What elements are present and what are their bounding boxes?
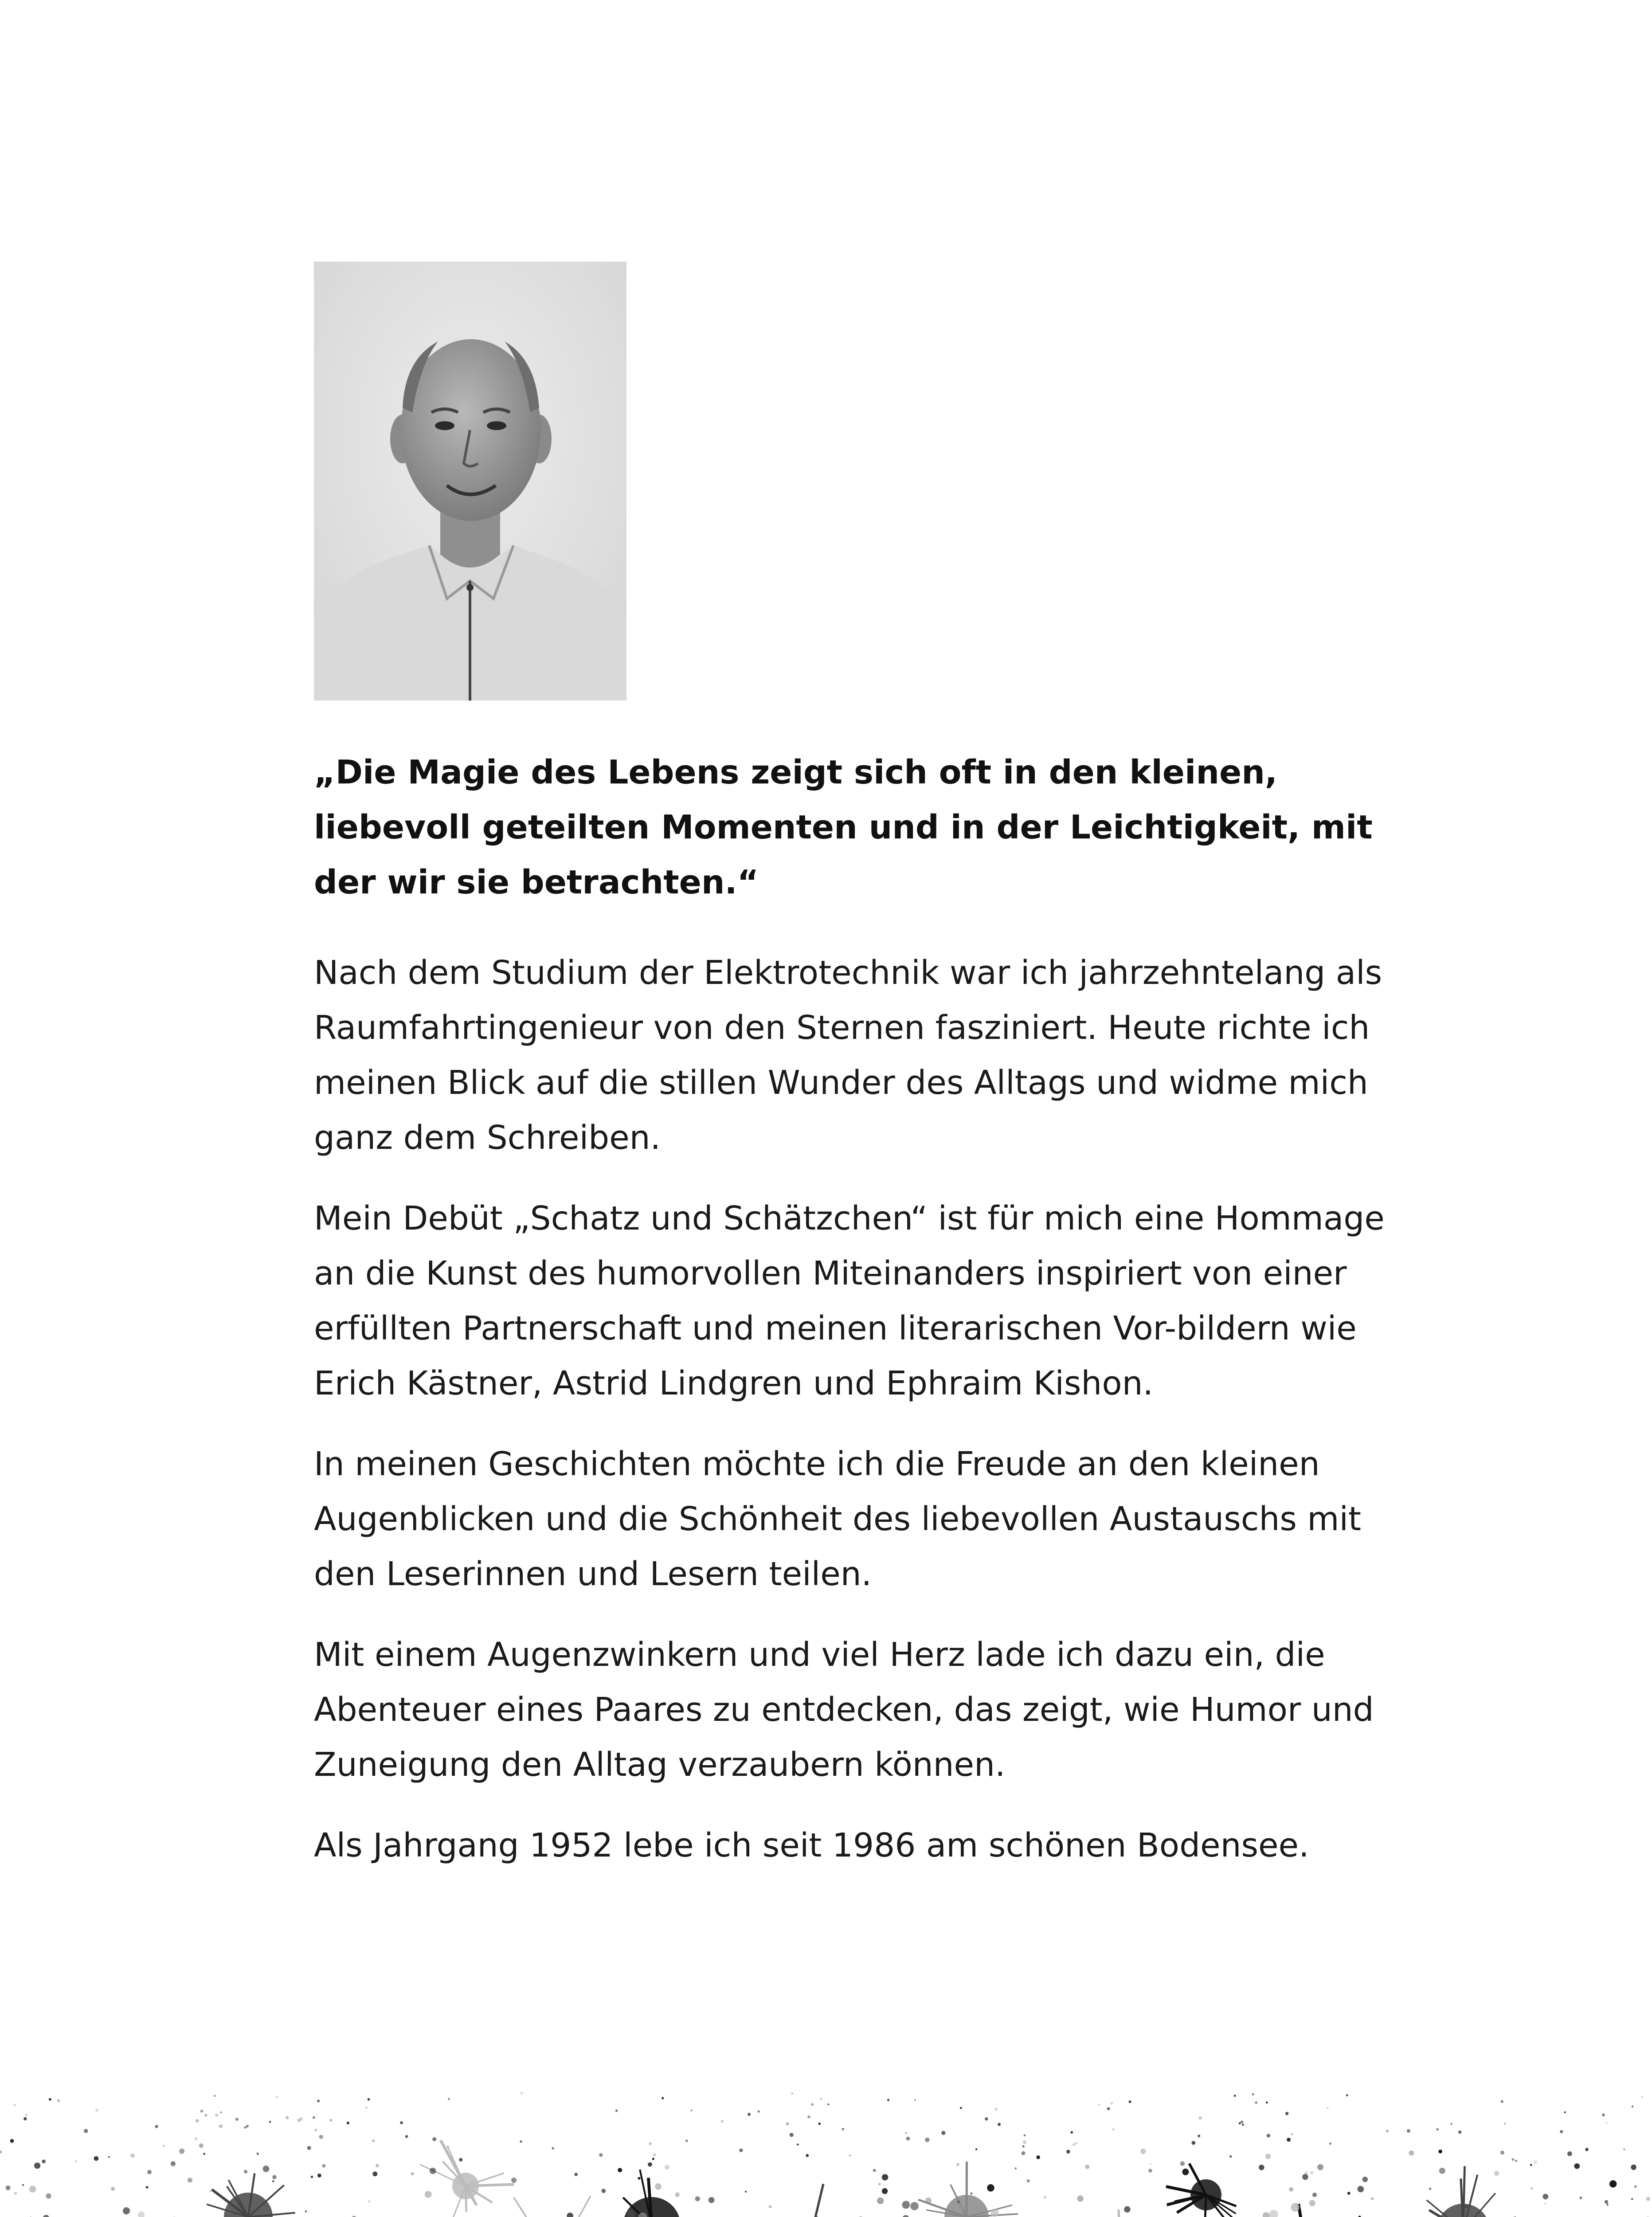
ink-droplet xyxy=(1560,2130,1563,2133)
ink-droplet xyxy=(1545,2203,1546,2205)
ink-droplet xyxy=(827,2103,829,2105)
ink-droplet xyxy=(244,2127,247,2129)
ink-droplet xyxy=(1504,2123,1506,2125)
ink-droplet xyxy=(299,2117,303,2121)
ink-droplet xyxy=(123,2207,130,2214)
ink-droplet xyxy=(1302,2174,1308,2180)
ink-droplet xyxy=(286,2116,289,2119)
ink-droplet xyxy=(368,2200,371,2203)
ink-droplet xyxy=(709,2197,715,2203)
ink-droplet xyxy=(1309,2200,1315,2206)
ink-droplet xyxy=(599,2153,603,2157)
ink-droplet xyxy=(1585,2148,1589,2151)
ink-droplet xyxy=(1289,2187,1293,2192)
ink-droplet xyxy=(1241,2121,1243,2123)
ink-droplet xyxy=(1531,2187,1533,2190)
ink-droplet xyxy=(1259,2165,1264,2170)
ink-droplet xyxy=(25,2114,27,2116)
ink-droplet xyxy=(34,2162,40,2169)
ink-droplet xyxy=(376,2164,379,2167)
ink-droplet xyxy=(1436,2128,1439,2131)
author-portrait xyxy=(314,262,626,701)
ink-droplet xyxy=(1044,2196,1046,2199)
ink-droplet xyxy=(1112,2128,1115,2131)
ink-droplet xyxy=(1606,2204,1609,2206)
ink-droplet xyxy=(520,2140,522,2143)
ink-droplet xyxy=(0,2150,2,2154)
ink-droplet xyxy=(882,2174,888,2180)
ink-droplet xyxy=(263,2166,270,2172)
ink-droplet xyxy=(1515,2160,1517,2162)
ink-droplet xyxy=(957,2201,960,2203)
ink-droplet xyxy=(806,2154,809,2157)
ink-droplet xyxy=(430,2168,436,2174)
ink-droplet xyxy=(601,2189,606,2193)
ink-droplet xyxy=(220,2111,222,2113)
ink-droplet xyxy=(873,2169,876,2172)
ink-droplet xyxy=(6,2186,11,2190)
ink-droplet xyxy=(188,2178,192,2182)
ink-droplet xyxy=(1191,2141,1195,2145)
ink-droplet xyxy=(1464,2205,1468,2209)
ink-droplet xyxy=(820,2098,822,2100)
ink-droplet xyxy=(1409,2150,1414,2156)
ink-droplet xyxy=(941,2131,945,2135)
ink-droplet xyxy=(1542,2194,1548,2200)
ink-droplet xyxy=(618,2168,622,2172)
ink-droplet xyxy=(797,2143,799,2146)
ink-droplet xyxy=(1494,2171,1499,2176)
ink-droplet xyxy=(23,2117,27,2121)
ink-droplet xyxy=(111,2187,115,2191)
ink-droplet xyxy=(882,2188,888,2194)
ink-droplet xyxy=(244,2170,247,2174)
ink-droplet xyxy=(319,2135,323,2139)
ink-droplet xyxy=(272,2175,276,2179)
ink-droplet xyxy=(432,2137,436,2141)
ink-droplet xyxy=(1605,2200,1608,2204)
ink-droplet xyxy=(1458,2131,1461,2134)
ink-droplet xyxy=(22,2184,24,2186)
ink-droplet xyxy=(1634,2185,1637,2188)
ink-droplet xyxy=(1602,2113,1605,2116)
ink-droplet xyxy=(1564,2111,1566,2114)
bio-paragraph: Nach dem Studium der Elektrotechnik war ich jahrzehntelang als Raumfahrtingenieur von den Sternen fasziniert. Heute richte ich meinen Blick auf die stillen Wunder des Alltags und widme mich ganz dem Schreiben. xyxy=(314,954,1382,1157)
ink-droplet xyxy=(615,2109,618,2112)
ink-droplet xyxy=(405,2135,408,2138)
ink-droplet xyxy=(49,2098,51,2101)
ink-droplet xyxy=(13,2103,16,2106)
ink-droplet xyxy=(914,2099,916,2101)
ink-droplet xyxy=(1036,2155,1040,2159)
ink-droplet xyxy=(311,2176,313,2178)
ink-droplet xyxy=(1022,2145,1025,2147)
ink-streak xyxy=(1119,2209,1122,2217)
ink-droplet xyxy=(204,2114,207,2117)
ink-droplet xyxy=(878,2183,881,2186)
ink-droplet xyxy=(314,2129,317,2131)
ink-droplet xyxy=(1198,2135,1200,2137)
ink-droplet xyxy=(1255,2102,1257,2104)
ink-droplet xyxy=(1438,2150,1442,2154)
ink-droplet xyxy=(1605,2122,1607,2124)
ink-droplet xyxy=(1579,2197,1582,2199)
ink-droplet xyxy=(269,2121,271,2123)
ink-droplet xyxy=(146,2186,149,2189)
ink-droplet xyxy=(1027,2179,1030,2182)
ink-droplet xyxy=(10,2139,14,2143)
ink-droplet xyxy=(1239,2122,1241,2124)
bio-paragraph: In meinen Geschichten möchte ich die Freude an den kleinen Augenblicken und die Schönheit des liebevollen Austauschs mit den Leserinnen und Lesern teilen. xyxy=(314,1445,1362,1593)
ink-droplet xyxy=(1511,2158,1514,2161)
ink-droplet xyxy=(1346,2094,1348,2096)
ink-droplet xyxy=(1234,2095,1236,2097)
ink-splatter-decoration xyxy=(0,2084,1652,2217)
ink-droplet xyxy=(130,2154,135,2158)
ink-droplet xyxy=(1501,2100,1503,2103)
ink-droplet xyxy=(329,2119,332,2122)
bio-paragraph: Als Jahrgang 1952 lebe ich seit 1986 am schönen Bodensee. xyxy=(314,1826,1309,1864)
ink-droplet xyxy=(1022,2151,1026,2155)
ink-droplet xyxy=(511,2178,517,2183)
ink-droplet xyxy=(322,2164,325,2167)
ink-droplet xyxy=(1014,2167,1017,2170)
ink-droplet xyxy=(1291,2203,1299,2211)
ink-droplet xyxy=(196,2119,199,2123)
ink-droplet xyxy=(317,2174,321,2178)
ink-streak xyxy=(466,2184,514,2186)
ink-droplet xyxy=(1371,2197,1374,2200)
ink-droplet xyxy=(1098,2103,1100,2105)
ink-droplet xyxy=(1242,2124,1244,2126)
ink-droplet xyxy=(1150,2163,1151,2165)
ink-streak xyxy=(1463,2166,1465,2217)
ink-droplet xyxy=(1623,2148,1625,2150)
author-quote: „Die Magie des Lebens zeigt sich oft in den kleinen, liebevoll geteilten Momenten und in der Leichtigkeit, mit der wir sie betrachten.“ xyxy=(314,753,1373,901)
ink-droplet xyxy=(956,2163,960,2166)
ink-droplet xyxy=(655,2183,662,2190)
ink-droplet xyxy=(94,2156,99,2161)
ink-droplet xyxy=(1386,2130,1389,2132)
ink-droplet xyxy=(695,2196,700,2201)
ink-droplet xyxy=(887,2099,889,2101)
ink-droplet xyxy=(199,2143,204,2148)
ink-droplet xyxy=(305,2210,307,2213)
ink-droplet xyxy=(195,2138,197,2140)
ink-splatter-graphic xyxy=(0,2084,1652,2217)
ink-droplet xyxy=(14,2192,17,2194)
ink-droplet xyxy=(521,2092,522,2094)
ink-droplet xyxy=(1632,2106,1633,2107)
ink-droplet xyxy=(690,2110,692,2111)
ink-droplet xyxy=(1023,2140,1026,2144)
ink-droplet xyxy=(235,2118,239,2121)
ink-droplet xyxy=(649,2142,652,2145)
ink-streak xyxy=(514,2197,554,2217)
ink-droplet xyxy=(1312,2193,1317,2197)
ink-droplet xyxy=(200,2110,204,2113)
ink-droplet xyxy=(75,2160,77,2162)
ink-droplet xyxy=(1609,2180,1617,2187)
ink-droplet xyxy=(1263,2212,1270,2217)
ink-droplet xyxy=(902,2215,909,2217)
ink-droplet xyxy=(155,2125,158,2128)
ink-droplet xyxy=(57,2099,60,2102)
ink-droplet xyxy=(29,2186,36,2193)
ink-droplet xyxy=(138,2212,145,2217)
ink-droplet xyxy=(1631,2165,1636,2170)
ink-droplet xyxy=(786,2122,789,2125)
ink-droplet xyxy=(215,2114,218,2117)
ink-droplet xyxy=(975,2148,977,2150)
ink-droplet xyxy=(1407,2129,1410,2133)
ink-droplet xyxy=(1530,2164,1532,2166)
ink-droplet xyxy=(905,2132,907,2134)
ink-droplet xyxy=(790,2133,794,2137)
ink-droplet xyxy=(1574,2163,1580,2169)
ink-droplet xyxy=(1085,2165,1089,2169)
ink-droplet xyxy=(179,2149,184,2154)
ink-droplet xyxy=(970,2192,972,2194)
ink-droplet xyxy=(720,2120,724,2123)
ink-droplet xyxy=(1111,2102,1113,2104)
ink-droplet xyxy=(147,2170,152,2174)
ink-droplet xyxy=(447,2146,450,2149)
ink-droplet xyxy=(425,2191,432,2198)
ink-droplet xyxy=(745,2191,747,2193)
ink-droplet xyxy=(1148,2169,1152,2173)
ink-droplet xyxy=(1265,2154,1271,2159)
ink-droplet xyxy=(877,2197,884,2204)
ink-droplet xyxy=(1128,2100,1131,2103)
ink-droplet xyxy=(459,2158,462,2162)
ink-droplet xyxy=(1641,2096,1643,2098)
ink-droplet xyxy=(1180,2161,1185,2166)
ink-droplet xyxy=(1439,2168,1445,2174)
ink-droplet xyxy=(1305,2171,1308,2174)
ink-droplet xyxy=(990,2209,998,2217)
ink-droplet xyxy=(1267,2134,1270,2137)
ink-droplet xyxy=(203,2153,205,2155)
ink-droplet xyxy=(1534,2160,1537,2164)
ink-droplet xyxy=(1285,2112,1289,2115)
ink-droplet xyxy=(906,2137,910,2141)
ink-droplet xyxy=(313,2116,315,2119)
ink-droplet xyxy=(411,2172,414,2176)
ink-droplet xyxy=(1362,2177,1368,2182)
ink-droplet xyxy=(552,2147,554,2149)
ink-droplet xyxy=(317,2099,320,2102)
ink-droplet xyxy=(400,2121,403,2124)
ink-droplet xyxy=(365,2107,367,2108)
ink-droplet xyxy=(272,2180,274,2182)
ink-droplet xyxy=(849,2154,851,2156)
ink-droplet xyxy=(1074,2142,1077,2145)
ink-droplet xyxy=(1229,2155,1232,2158)
ink-droplet xyxy=(1631,2198,1633,2200)
ink-droplet xyxy=(372,2139,375,2143)
ink-droplet xyxy=(42,2160,45,2163)
ink-droplet xyxy=(685,2139,688,2142)
ink-droplet xyxy=(1327,2107,1329,2109)
ink-droplet xyxy=(84,2129,88,2133)
ink-droplet xyxy=(219,2124,223,2128)
ink-droplet xyxy=(648,2162,652,2167)
ink-droplet xyxy=(791,2092,793,2094)
ink-droplet xyxy=(811,2103,814,2106)
ink-droplet xyxy=(246,2125,249,2127)
author-portrait-image xyxy=(314,262,626,701)
ink-droplet xyxy=(739,2148,743,2152)
ink-droplet xyxy=(1070,2131,1073,2134)
ink-droplet xyxy=(1450,2123,1452,2125)
ink-droplet xyxy=(985,2117,988,2121)
ink-droplet xyxy=(43,2215,49,2217)
ink-droplet xyxy=(1347,2192,1351,2195)
author-bio-text xyxy=(314,745,1405,1899)
ink-droplet xyxy=(307,2146,311,2150)
ink-droplet xyxy=(1269,2210,1278,2217)
ink-droplet xyxy=(1646,2197,1650,2201)
ink-droplet xyxy=(1140,2149,1146,2154)
ink-droplet xyxy=(925,2197,932,2204)
ink-droplet xyxy=(1024,2134,1026,2136)
ink-droplet xyxy=(1567,2151,1572,2156)
ink-droplet xyxy=(1124,2206,1130,2213)
ink-streak xyxy=(1299,2204,1308,2217)
ink-droplet xyxy=(842,2128,844,2130)
ink-droplet xyxy=(807,2115,810,2119)
bio-paragraph: Mein Debüt „Schatz und Schätzchen“ ist für mich eine Hommage an die Kunst des humorvollen Miteinanders inspiriert von einer erfüllten Partnerschaft und meinen literarischen Vor-bildern wie Erich Kästner, Astrid Lindgren und Ephraim Kishon. xyxy=(314,1199,1385,1402)
ink-droplet xyxy=(653,2153,656,2156)
ink-droplet xyxy=(257,2153,259,2155)
ink-droplet xyxy=(748,2113,751,2116)
ink-droplet xyxy=(665,2165,669,2170)
ink-droplet xyxy=(769,2205,772,2209)
ink-droplet xyxy=(1182,2169,1189,2175)
ink-droplet xyxy=(1310,2171,1313,2174)
ink-droplet xyxy=(662,2097,664,2099)
ink-droplet xyxy=(448,2098,450,2100)
ink-droplet xyxy=(209,2190,211,2192)
ink-droplet xyxy=(347,2122,349,2124)
ink-droplet xyxy=(1266,2101,1268,2103)
ink-droplet xyxy=(574,2173,578,2176)
ink-droplet xyxy=(95,2109,98,2112)
ink-droplet xyxy=(1252,2093,1254,2096)
ink-droplet xyxy=(1500,2150,1504,2154)
ink-droplet xyxy=(910,2202,919,2210)
ink-droplet xyxy=(758,2111,760,2113)
ink-droplet xyxy=(818,2123,821,2125)
ink-droplet xyxy=(46,2193,51,2198)
ink-droplet xyxy=(1287,2138,1291,2142)
ink-droplet xyxy=(1358,2186,1364,2192)
ink-droplet xyxy=(1429,2188,1431,2190)
ink-droplet xyxy=(276,2096,278,2098)
ink-droplet xyxy=(1329,2143,1331,2145)
ink-droplet xyxy=(108,2156,110,2158)
ink-droplet xyxy=(1066,2150,1070,2154)
ink-droplet xyxy=(372,2171,377,2176)
ink-droplet xyxy=(998,2123,1001,2126)
ink-droplet xyxy=(960,2107,962,2109)
ink-droplet xyxy=(368,2098,370,2101)
ink-droplet xyxy=(1077,2195,1083,2201)
ink-droplet xyxy=(902,2201,910,2209)
ink-droplet xyxy=(994,2107,998,2111)
ink-droplet xyxy=(171,2161,176,2166)
ink-droplet xyxy=(1317,2164,1323,2170)
ink-droplet xyxy=(1291,2133,1293,2135)
ink-droplet xyxy=(1107,2107,1110,2110)
ink-streak xyxy=(807,2184,823,2217)
ink-droplet xyxy=(675,2192,680,2197)
bio-paragraph: Mit einem Augenzwinkern und viel Herz lade ich dazu ein, die Abenteuer eines Paares zu entdecken, das zeigt, wie Humor und Zuneigung den Alltag verzaubern können. xyxy=(314,1636,1374,1784)
ink-droplet xyxy=(214,2095,215,2097)
ink-droplet xyxy=(638,2177,640,2180)
ink-droplet xyxy=(925,2138,929,2142)
ink-droplet xyxy=(652,2158,654,2160)
ink-droplet xyxy=(987,2184,994,2192)
ink-droplet xyxy=(567,2213,573,2217)
ink-droplet xyxy=(163,2145,164,2146)
ink-droplet xyxy=(1198,2116,1202,2120)
